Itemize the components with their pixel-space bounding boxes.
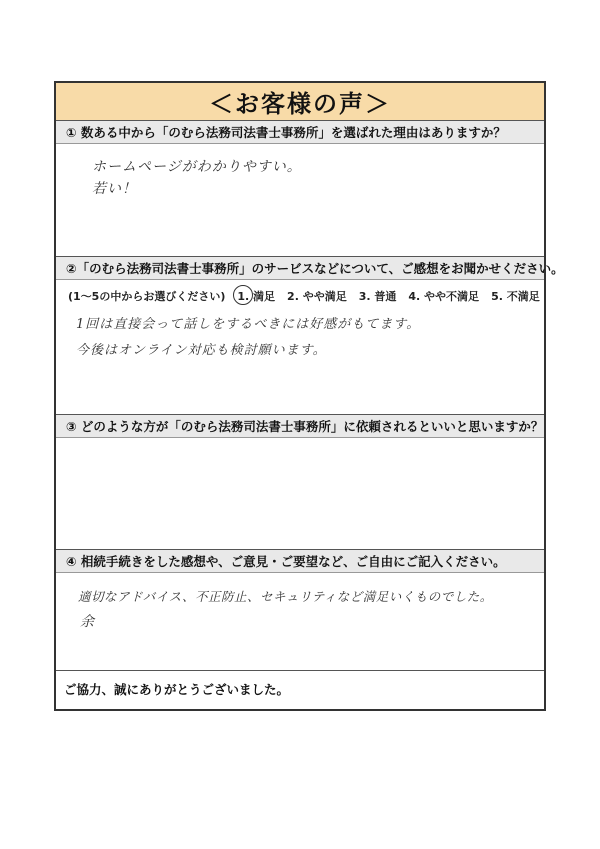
form-footer: ご協力、誠にありがとうございました。 — [56, 670, 544, 709]
scale-prompt: (1〜5の中からお選びください) — [68, 290, 226, 303]
answer-4-line-1: 適切なアドバイス、不正防止、セキュリティなど満足いくものでした。 — [78, 589, 493, 604]
answer-4-line-2: 余 — [80, 614, 95, 630]
satisfaction-scale — [68, 288, 540, 304]
answer-1-area — [56, 144, 544, 254]
question-4: ④ 相続手続きをした感想や、ご意見・ご要望など、ご自由にご記入ください。 — [56, 549, 544, 573]
answer-2-line-1: 1回は直接会って話しをするべきには好感がもてます。 — [76, 317, 421, 332]
answer-1-line-1: ホームページがわかりやすい。 — [92, 159, 302, 175]
survey-form — [54, 81, 564, 711]
answer-4-area — [56, 573, 544, 673]
answer-1-line-2: 若い！ — [92, 181, 137, 197]
scale-option-1: 1. 満足 — [237, 288, 275, 304]
form-title: ＜お客様の声＞ — [56, 83, 544, 121]
scale-option-4: 4. やや不満足 — [408, 290, 480, 303]
answer-2-area — [56, 280, 544, 412]
scale-option-2: 2. やや満足 — [287, 290, 347, 303]
question-1: ① 数ある中から「のむら法務司法書士事務所」を選ばれた理由はありますか？ — [56, 120, 544, 144]
question-2: ②「のむら法務司法書士事務所」のサービスなどについて、ご感想をお聞かせください。 — [56, 256, 544, 280]
answer-3-area — [56, 438, 544, 548]
question-3: ③ どのような方が「のむら法務司法書士事務所」に依頼されるといいと思いますか？ — [56, 414, 544, 438]
scale-option-3: 3. 普通 — [358, 290, 397, 303]
answer-2-line-2: 今後はオンライン対応も検討願います。 — [76, 343, 327, 358]
scale-option-5: 5. 不満足 — [491, 290, 540, 303]
